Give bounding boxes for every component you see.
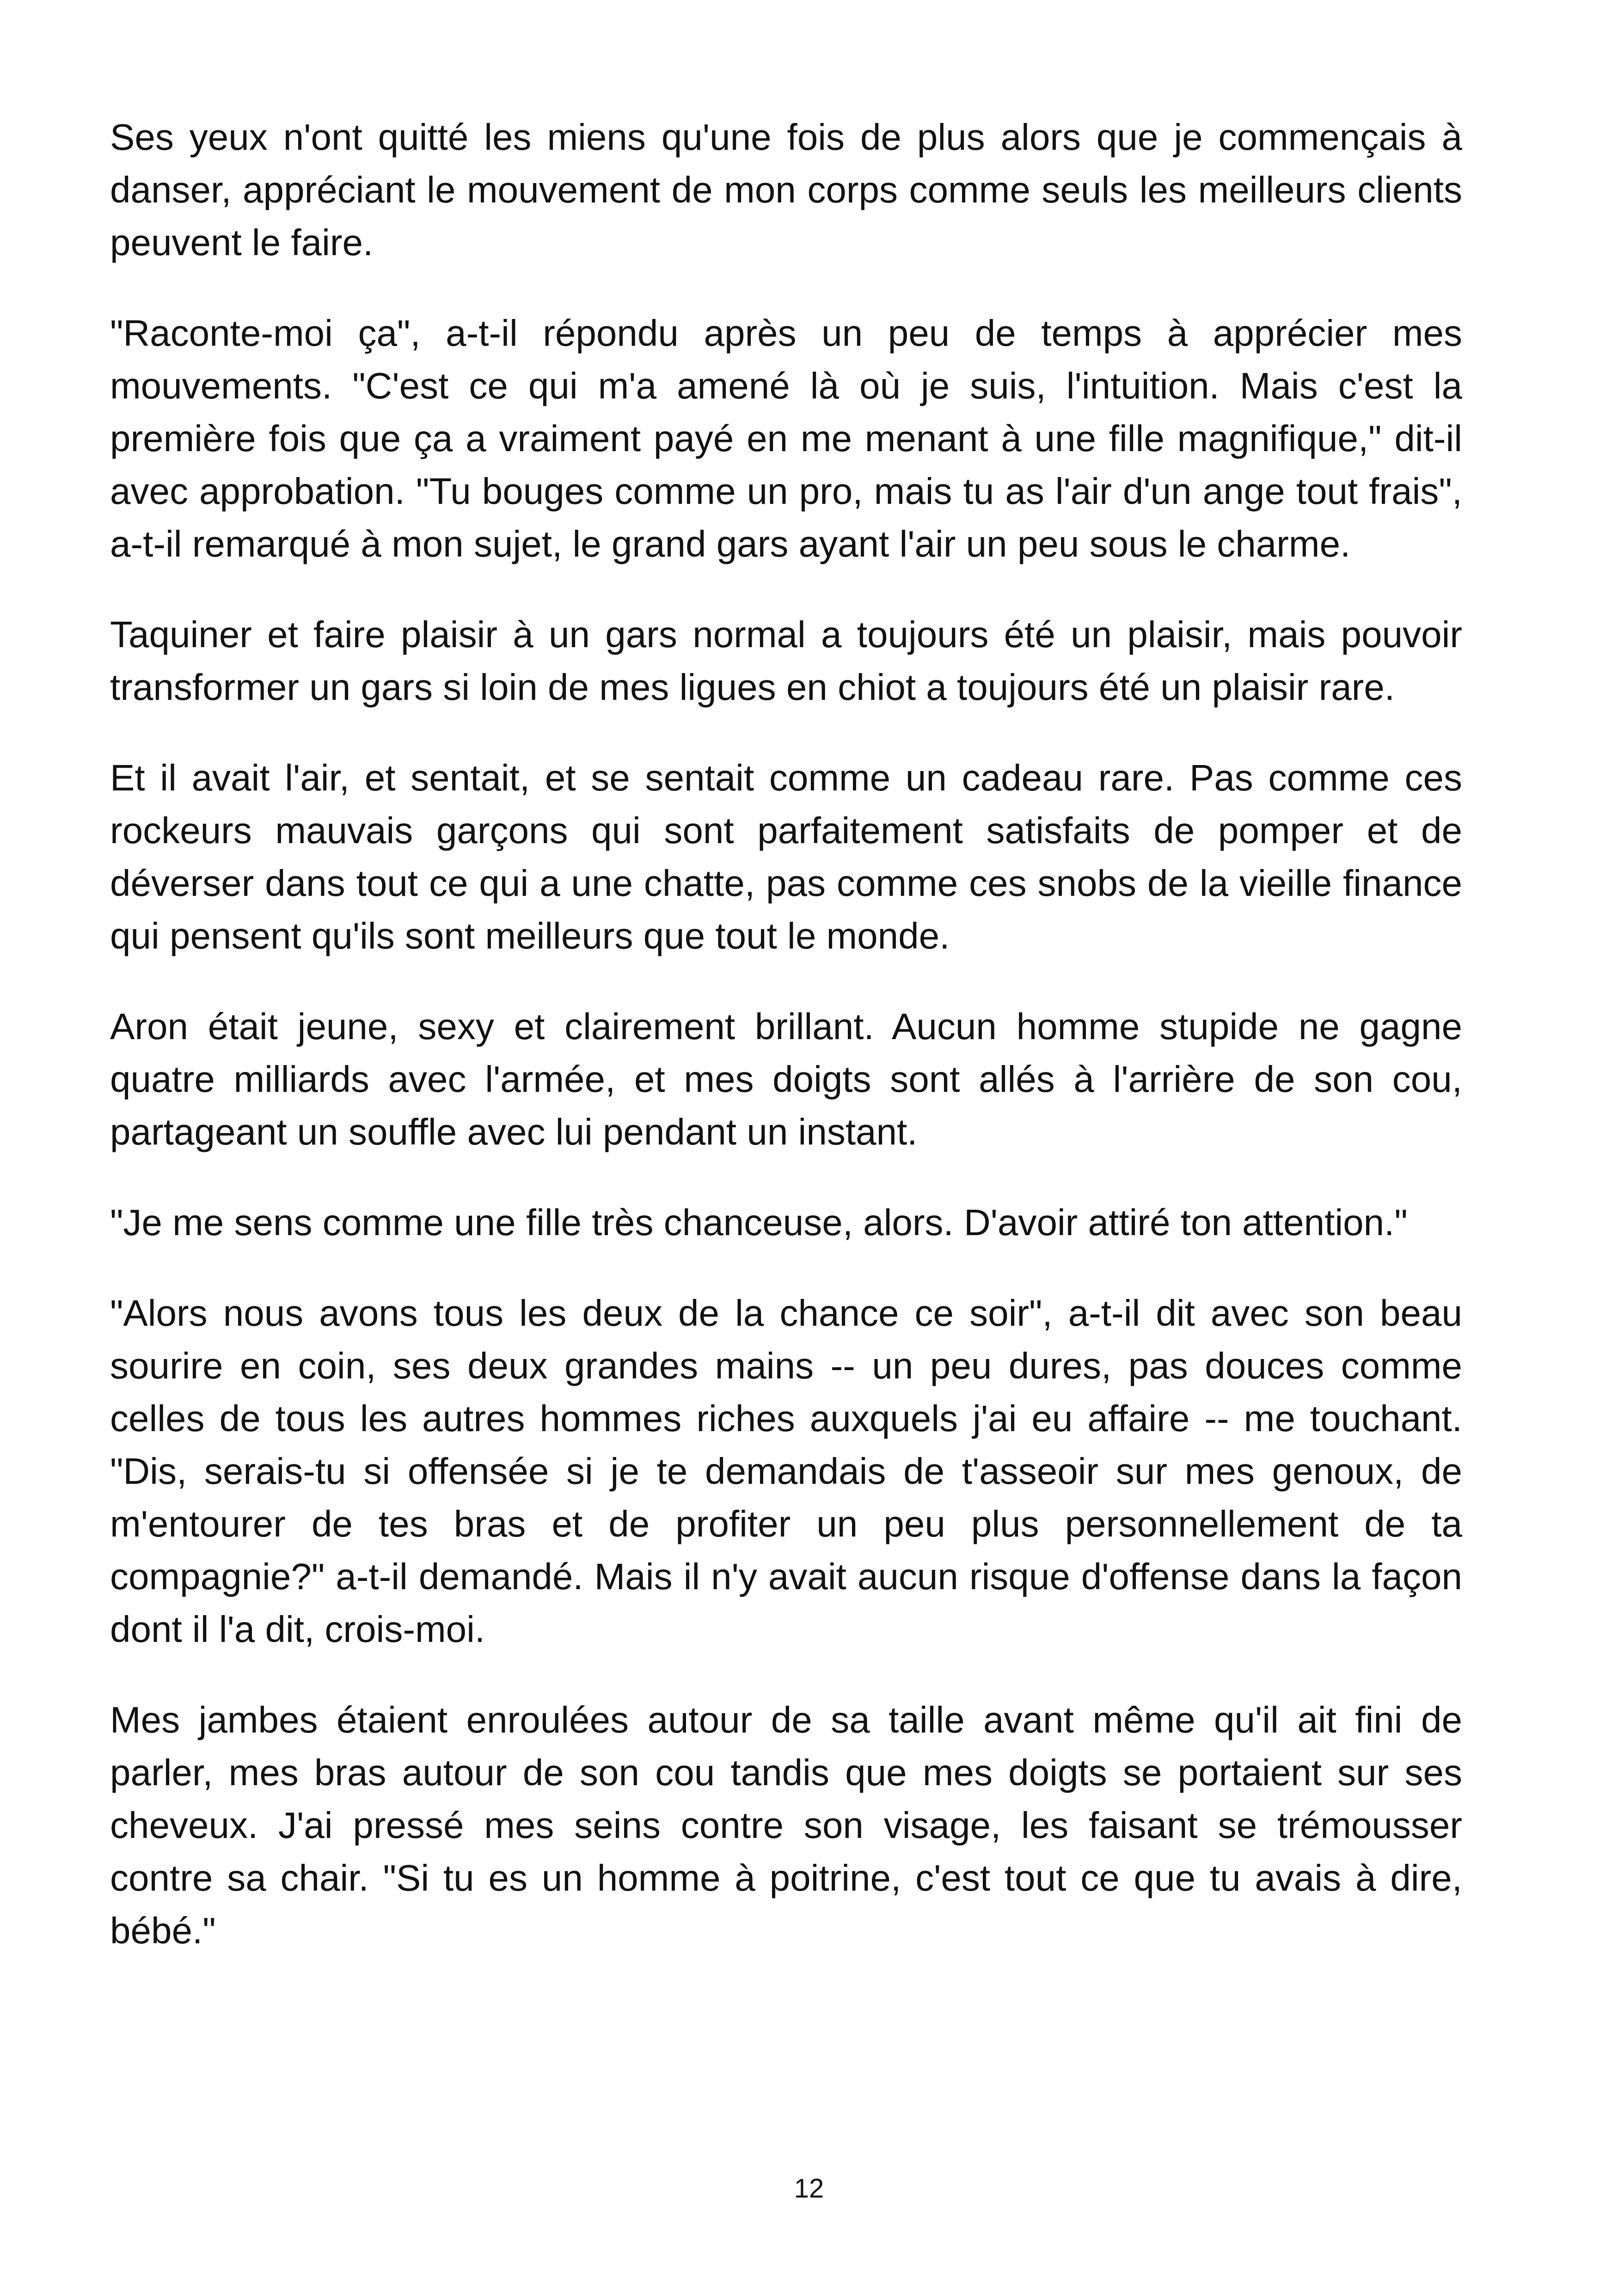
paragraph: Ses yeux n'ont quitté les miens qu'une fois de plus alors que je commençais à danser, appréciant le mouvement de mon corps comme seuls les meilleurs clients peuvent le faire. bbox=[110, 116, 1462, 263]
paragraph: Et il avait l'air, et sentait, et se sentait comme un cadeau rare. Pas comme ces rockeurs mauvais garçons qui sont parfaitement satisfaits de pomper et de déverser dans tout ce qui a une chatte, pas comme ces snobs de la vieille finance qui pensent qu'ils sont meilleurs que tout le monde. bbox=[110, 757, 1462, 956]
page-number: 12 bbox=[794, 2174, 824, 2204]
body-text bbox=[110, 111, 1462, 1995]
paragraph: "Raconte-moi ça", a-t-il répondu après un peu de temps à apprécier mes mouvements. "C'est ce qui m'a amené là où je suis, l'intuition. Mais c'est la première fois que ça a vraiment payé en me menant à une fille magnifique," dit-il avec approbation. "Tu bouges comme un pro, mais tu as l'air d'un ange tout frais", a-t-il remarqué à mon sujet, le grand gars ayant l'air un peu sous le charme. bbox=[110, 312, 1462, 564]
paragraph: "Je me sens comme une fille très chanceuse, alors. D'avoir attiré ton attention." bbox=[110, 1202, 1408, 1243]
paragraph: "Alors nous avons tous les deux de la chance ce soir", a-t-il dit avec son beau sourire en coin, ses deux grandes mains -- un peu dures, pas douces comme celles de tous les autres hommes riches auxquels j'ai eu affaire -- me touchant. "Dis, serais-tu si offensée si je te demandais de t'asseoir sur mes genoux, de m'entourer de tes bras et de profiter un peu plus personnellement de ta compagnie?" a-t-il demandé. Mais il n'y avait aucun risque d'offense dans la façon dont il l'a dit, crois-moi. bbox=[110, 1292, 1462, 1650]
paragraph: Aron était jeune, sexy et clairement brillant. Aucun homme stupide ne gagne quatre milliards avec l'armée, et mes doigts sont allés à l'arrière de son cou, partageant un souffle avec lui pendant un instant. bbox=[110, 1006, 1462, 1152]
paragraph: Mes jambes étaient enroulées autour de sa taille avant même qu'il ait fini de parler, mes bras autour de son cou tandis que mes doigts se portaient sur ses cheveux. J'ai pressé mes seins contre son visage, les faisant se trémousser contre sa chair. "Si tu es un homme à poitrine, c'est tout ce que tu avais à dire, bébé." bbox=[110, 1699, 1462, 1951]
paragraph: Taquiner et faire plaisir à un gars normal a toujours été un plaisir, mais pouvoir transformer un gars si loin de mes ligues en chiot a toujours été un plaisir rare. bbox=[110, 614, 1462, 708]
